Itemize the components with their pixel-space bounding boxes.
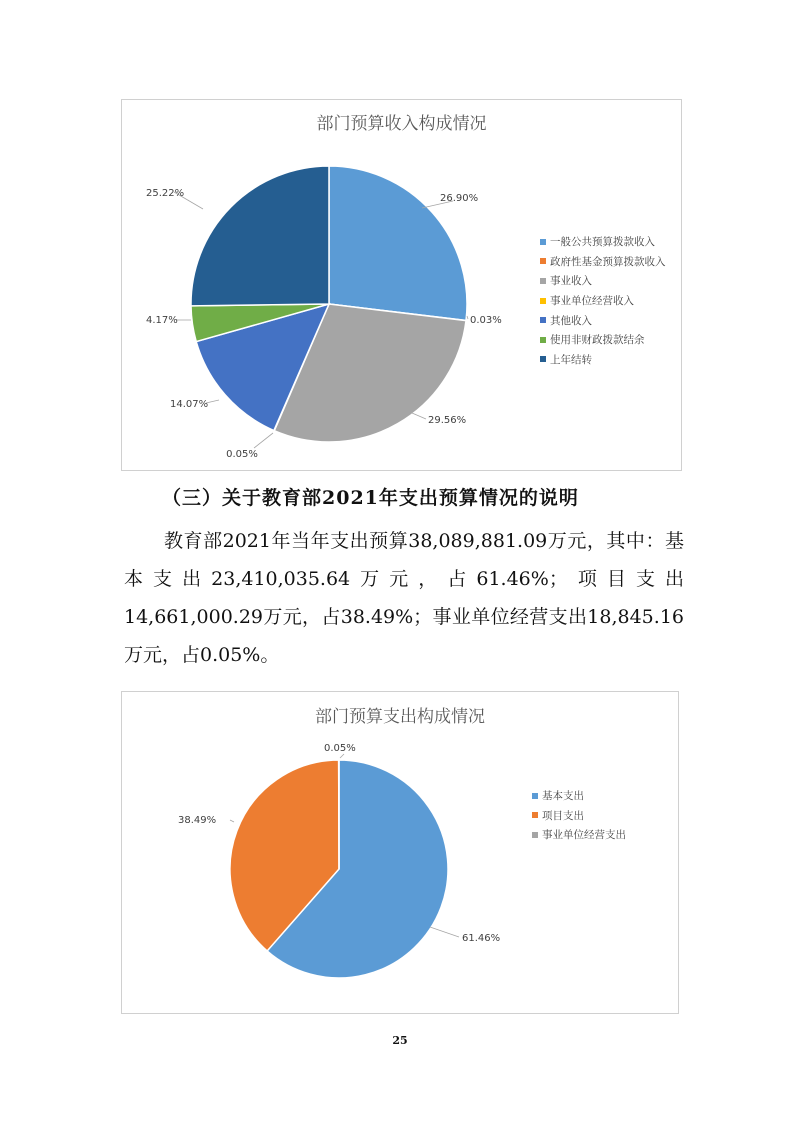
slice-percent-label: 61.46%: [462, 933, 501, 944]
slice-percent-label: 0.03%: [470, 315, 502, 326]
legend-label: 基本支出: [542, 790, 584, 803]
legend-item: [540, 350, 666, 370]
legend-item: [532, 806, 626, 826]
slice-percent-label: 14.07%: [170, 399, 209, 410]
pie-slice: [329, 166, 467, 320]
legend-swatch: [532, 812, 538, 818]
expenditure-legend: [532, 786, 626, 845]
legend-item: [532, 786, 626, 806]
income-chart-title: 部门预算收入构成情况: [316, 114, 487, 134]
page-number: 25: [392, 1034, 408, 1047]
legend-swatch: [540, 239, 546, 245]
income-chart: [121, 99, 682, 471]
legend-label: 事业收入: [550, 275, 592, 288]
legend-item: [540, 271, 666, 291]
legend-swatch: [532, 793, 538, 799]
slice-percent-label: 38.49%: [178, 815, 217, 826]
legend-swatch: [540, 356, 546, 362]
leader-line: [412, 413, 426, 419]
leader-line: [467, 316, 468, 319]
legend-item: [540, 310, 666, 330]
expenditure-chart-title: 部门预算支出构成情况: [315, 707, 485, 727]
legend-item: [540, 252, 666, 272]
legend-label: 项目支出: [542, 809, 584, 822]
slice-percent-label: 0.05%: [324, 743, 356, 754]
slice-percent-label: 25.22%: [146, 188, 185, 199]
legend-label: 一般公共预算拨款收入: [550, 236, 655, 249]
legend-label: 事业单位经营支出: [542, 829, 626, 842]
legend-label: 上年结转: [550, 353, 592, 366]
section-heading: （三）关于教育部2021年支出预算情况的说明: [162, 487, 579, 509]
slice-percent-label: 0.05%: [226, 449, 258, 460]
expenditure-pie: [122, 692, 680, 1015]
slice-percent-label: 26.90%: [440, 193, 479, 204]
legend-item: [540, 330, 666, 350]
leader-line: [340, 754, 344, 758]
leader-line: [430, 927, 459, 937]
legend-label: 政府性基金预算拨款收入: [550, 255, 666, 268]
legend-label: 使用非财政拨款结余: [550, 334, 645, 347]
legend-item: [532, 825, 626, 845]
income-legend: [540, 232, 666, 369]
legend-item: [540, 232, 666, 252]
leader-line: [230, 820, 234, 822]
leader-line: [254, 433, 273, 448]
legend-swatch: [540, 317, 546, 323]
legend-label: 事业单位经营收入: [550, 295, 634, 308]
legend-swatch: [532, 832, 538, 838]
body-paragraph: 教育部2021年当年支出预算38,089,881.09万元，其中：基本支出23,410,035.64万元，占61.46%；项目支出14,661,000.29万元，占38.49%；事业单位经营支出18,845.16万元，占0.05%。: [124, 530, 684, 666]
expenditure-chart: [121, 691, 679, 1014]
legend-swatch: [540, 258, 546, 264]
legend-swatch: [540, 337, 546, 343]
pie-slice: [191, 166, 329, 306]
legend-item: [540, 291, 666, 311]
legend-label: 其他收入: [550, 314, 592, 327]
slice-percent-label: 4.17%: [146, 315, 178, 326]
legend-swatch: [540, 298, 546, 304]
legend-swatch: [540, 278, 546, 284]
slice-percent-label: 29.56%: [428, 415, 467, 426]
